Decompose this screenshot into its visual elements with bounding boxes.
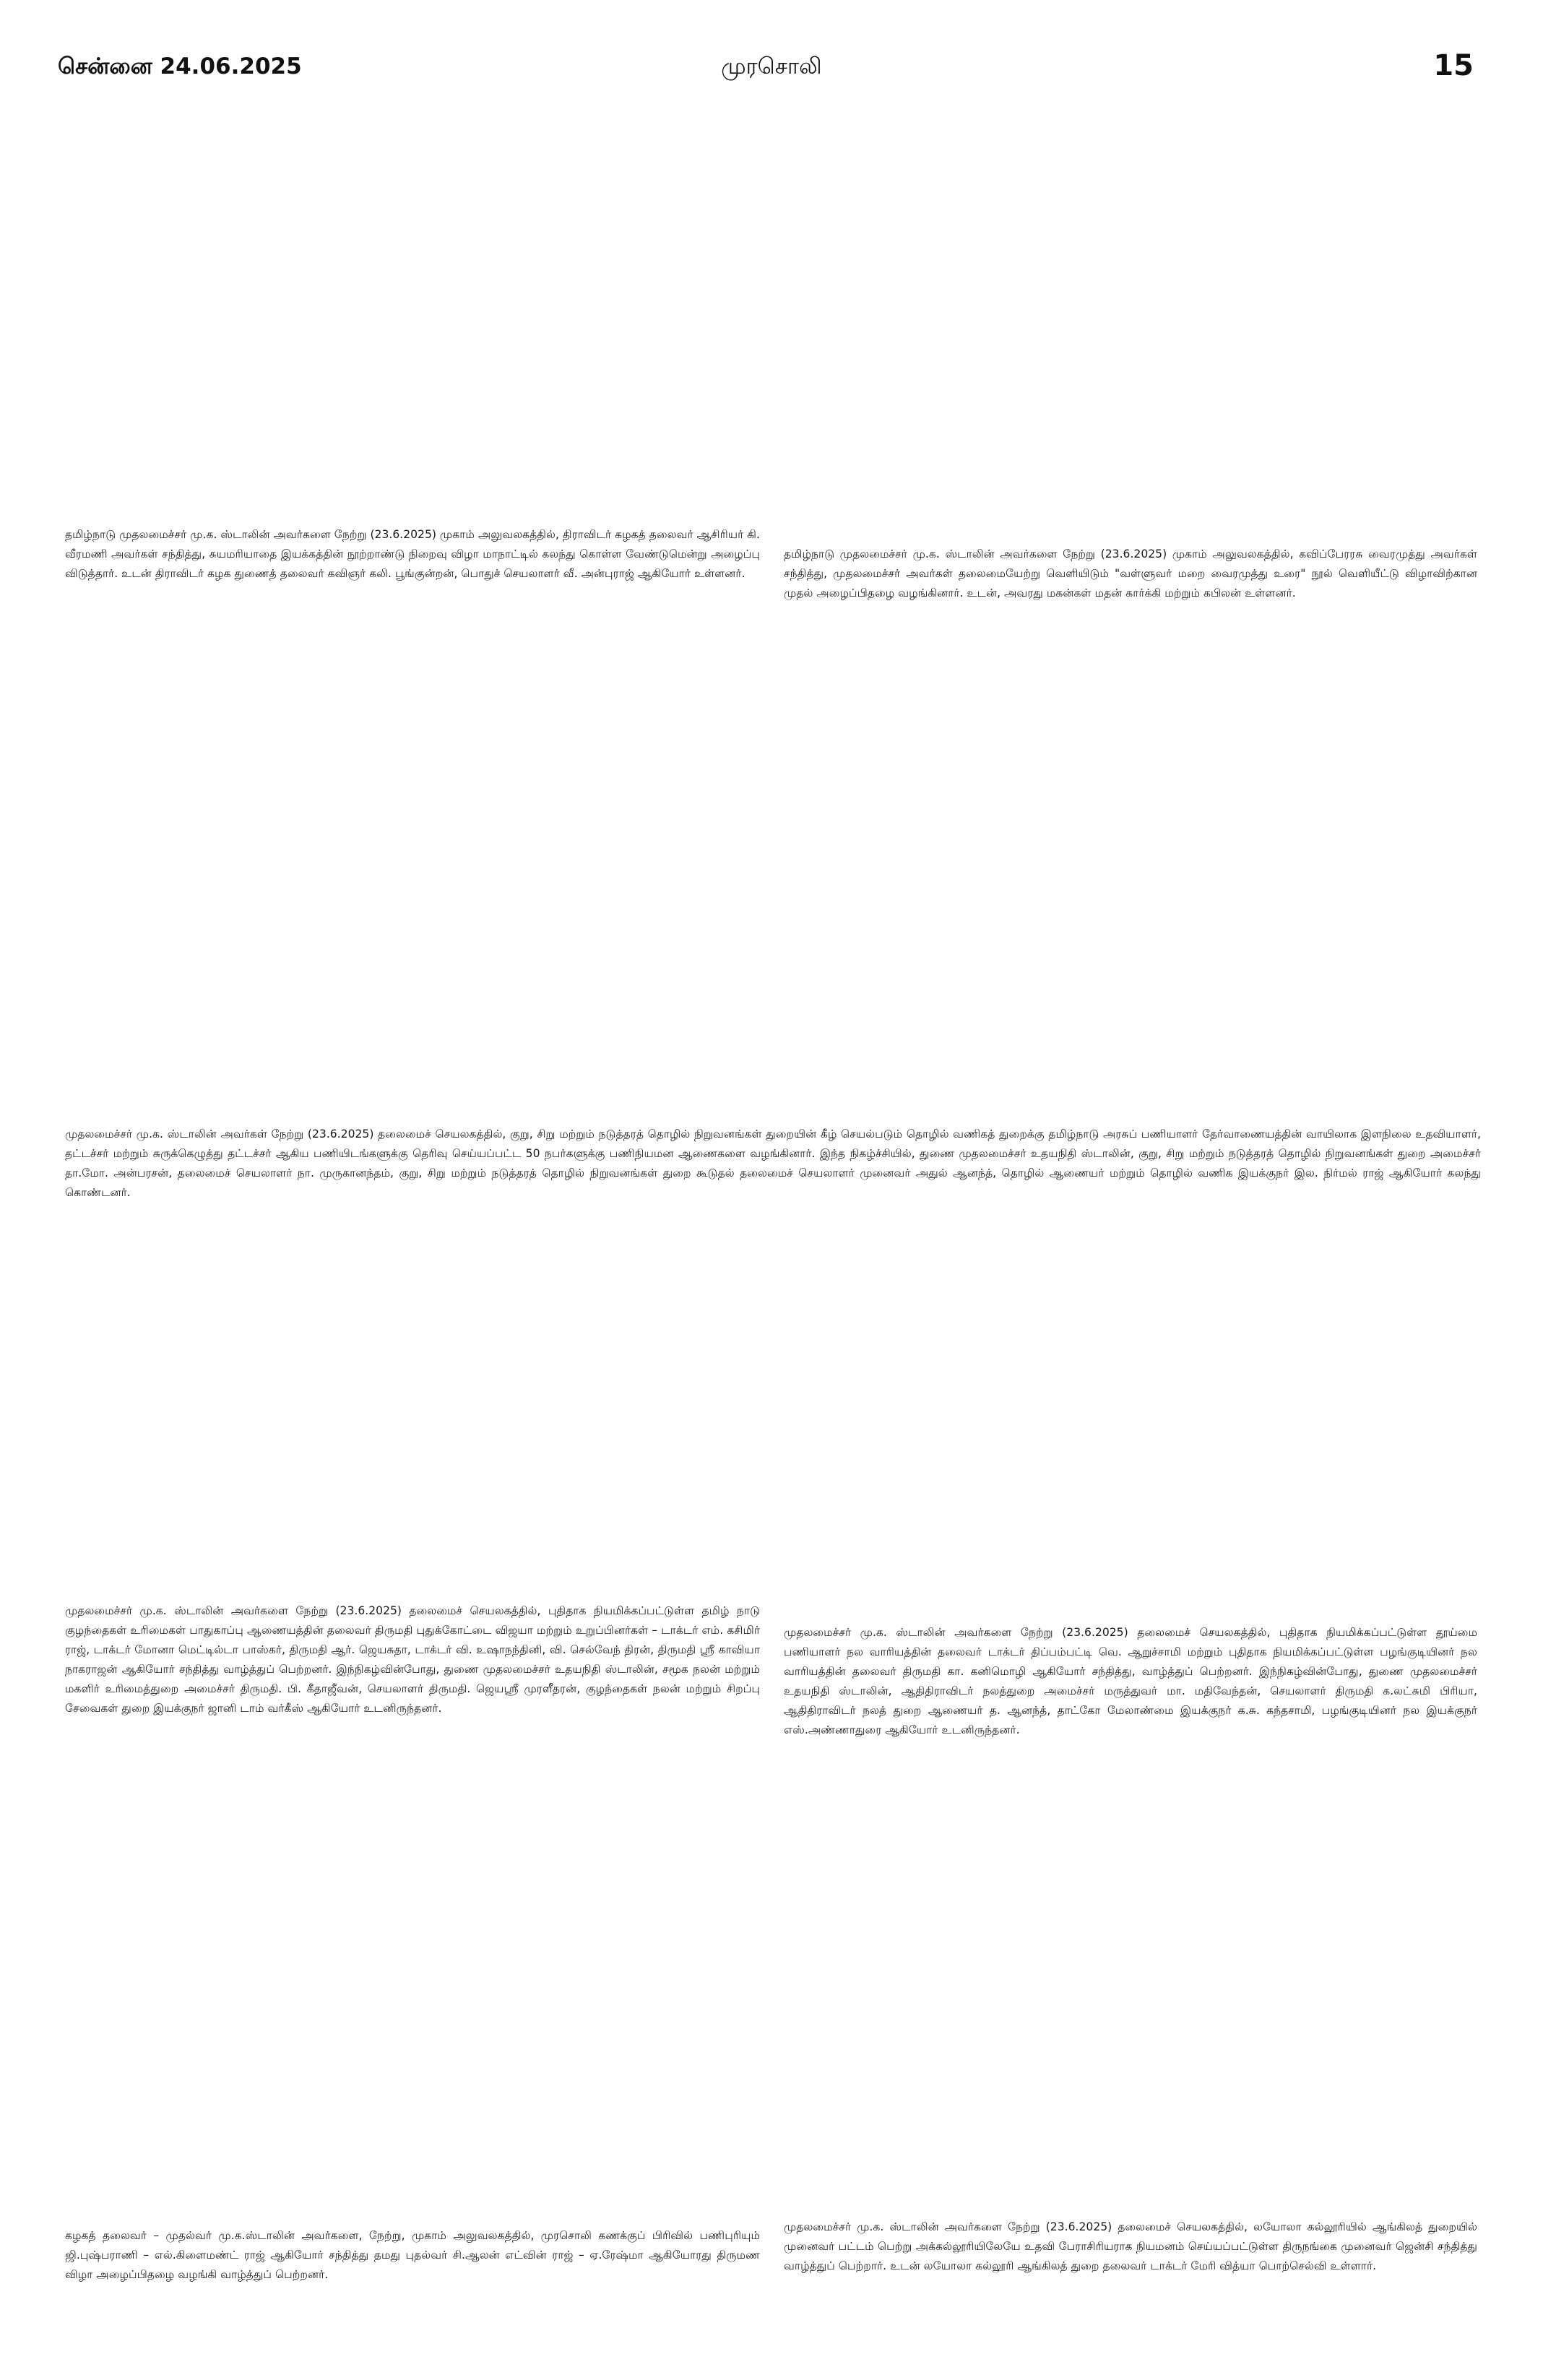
- photo-lower-left: [65, 1213, 758, 1596]
- page-header: [0, 49, 1543, 97]
- newspaper-title: முரசொலி: [721, 53, 822, 79]
- photo-bottom-right: [784, 1755, 1477, 2217]
- caption-lower-left: முதலமைச்சர் மு.க. ஸ்டாலின் அவர்களை நேற்று (23.6.2025) தலைமைச் செயலகத்தில், புதிதாக நியமிக்கப்பட்டுள்ள தமிழ் நாடு குழந்தைகள் உரிமைகள் பாதுகாப்பு ஆணையத்தின் தலைவர் திருமதி புதுக்கோட்டை விஜயா மற்றும் உறுப்பினர்கள் – டாக்டர் எம். கசிமிர் ராஜ், டாக்டர் மோனா மெட்டில்டா பாஸ்கர், திருமதி ஆர். ஜெயசுதா, டாக்டர் வி. உஷாநந்தினி, வி. செல்வேந் திரன், திருமதி ஸ்ரீ காவியா நாகராஜன் ஆகியோர் சந்தித்து வாழ்த்துப் பெற்றனர். இந்நிகழ்வின்போது, துணை முதலமைச்சர் உதயநிதி ஸ்டாலின், சமூக நலன் மற்றும் மகளிர் உரிமைத்துறை அமைச்சர் திருமதி. பி. கீதாஜீவன், செயலாளர் திருமதி. ஜெயஸ்ரீ முரளீதரன், குழந்தைகள் நலன் மற்றும் சிறப்பு சேவைகள் துறை இயக்குநர் ஜானி டாம் வர்கீஸ் ஆகியோர் உடனிருந்தனர்.: [65, 1604, 760, 1715]
- photo-lower-right: [784, 1213, 1477, 1618]
- photo-top-right: [784, 108, 1477, 535]
- caption-top-left: தமிழ்நாடு முதலமைச்சர் மு.க. ஸ்டாலின் அவர்களை நேற்று (23.6.2025) முகாம் அலுவலகத்தில், திராவிடர் கழகத் தலைவர் ஆசிரியர் கி. வீரமணி அவர்கள் சந்தித்து, சுயமரியாதை இயக்கத்தின் நூற்றாண்டு நிறைவு விழா மாநாட்டில் கலந்து கொள்ள வேண்டுமென்று அழைப்பு விடுத்தார். உடன் திராவிடர் கழக துணைத் தலைவர் கவிஞர் கலி. பூங்குன்றன், பொதுச் செயலாளர் வீ. அன்புராஜ் ஆகியோர் உள்ளனர்.: [65, 528, 761, 580]
- caption-bottom-left: கழகத் தலைவர் – முதல்வர் மு.க.ஸ்டாலின் அவர்களை, நேற்று, முகாம் அலுவலகத்தில், முரசொலி கணக்குப் பிரிவில் பணிபுரியும் ஜி.புஷ்பராணி – எல்.கிளைமண்ட் ராஜ் ஆகியோர் சந்தித்து தமது புதல்வர் சி.ஆலன் எட்வின் ராஜ் – ஏ.ரேஷ்மா ஆகியோரது திருமண விழா அழைப்பிதழை வழங்கி வாழ்த்துப் பெற்றனர்.: [65, 2229, 760, 2281]
- date-line: சென்னை 24.06.2025: [58, 53, 302, 79]
- caption-top-right: தமிழ்நாடு முதலமைச்சர் மு.க. ஸ்டாலின் அவர்களை நேற்று (23.6.2025) முகாம் அலுவலகத்தில், கவிப்பேரரசு வைரமுத்து அவர்கள் சந்தித்து, முதலமைச்சர் அவர்கள் தலைமையேற்று வெளியிடும் "வள்ளுவர் மறை வைரமுத்து உரை" நூல் வெளியீட்டு விழாவிற்கான முதல் அழைப்பிதழை வழங்கினார். உடன், அவரது மகன்கள் மதன் கார்க்கி மற்றும் கபிலன் உள்ளனர்.: [784, 548, 1477, 600]
- page-number: 15: [1433, 49, 1474, 82]
- caption-lower-right: முதலமைச்சர் மு.க. ஸ்டாலின் அவர்களை நேற்று (23.6.2025) தலைமைச் செயலகத்தில், புதிதாக நியமிக்கப்பட்டுள்ள தூய்மை பணியாளர் நல வாரியத்தின் தலைவர் டாக்டர் திப்பம்பட்டி வெ. ஆறுச்சாமி மற்றும் புதிதாக நியமிக்கப்பட்டுள்ள பழங்குடியினர் நல வாரியத்தின் தலைவர் திருமதி கா. கனிமொழி ஆகியோர் சந்தித்து, வாழ்த்துப் பெற்றனர். இந்நிகழ்வின்போது, துணை முதலமைச்சர் உதயநிதி ஸ்டாலின், ஆதிதிராவிடர் நலத்துறை அமைச்சர் மருத்துவர் மா. மதிவேந்தன், செயலாளர் திருமதி க.லட்சுமி பிரியா, ஆதிதிராவிடர் நலத் துறை ஆணையர் த. ஆனந்த், தாட்கோ மேலாண்மை இயக்குநர் க.சு. கந்தசாமி, பழங்குடியினர் நல இயக்குநர் எஸ்.அண்ணாதுரை ஆகியோர் உடனிருந்தனர்.: [784, 1626, 1477, 1736]
- caption-bottom-right: முதலமைச்சர் மு.க. ஸ்டாலின் அவர்களை நேற்று (23.6.2025) தலைமைச் செயலகத்தில், லயோலா கல்லூரியில் ஆங்கிலத் துறையில் முனைவர் பட்டம் பெற்று அக்கல்லூரியிலேயே உதவி பேராசிரியராக நியமனம் செய்யப்பட்டுள்ள திருநங்கை முனைவர் ஜென்சி சந்தித்து வாழ்த்துப் பெற்றார். உடன் லயோலா கல்லூரி ஆங்கிலத் துறை தலைவர் டாக்டர் மேரி வித்யா பொற்செல்வி உள்ளார்.: [784, 2220, 1477, 2272]
- photo-middle: [65, 614, 1481, 1120]
- caption-middle: முதலமைச்சர் மு.க. ஸ்டாலின் அவர்கள் நேற்று (23.6.2025) தலைமைச் செயலகத்தில், குறு, சிறு மற்றும் நடுத்தரத் தொழில் நிறுவனங்கள் துறையின் கீழ் செயல்படும் தொழில் வணிகத் துறைக்கு தமிழ்நாடு அரசுப் பணியாளர் தேர்வாணையத்தின் வாயிலாக இளநிலை உதவியாளர், தட்டச்சர் மற்றும் சுருக்கெழுத்து தட்டச்சர் ஆகிய பணியிடங்களுக்கு தெரிவு செய்யப்பட்ட 50 நபர்களுக்கு பணிநியமன ஆணைகளை வழங்கினார். இந்த நிகழ்ச்சியில், துணை முதலமைச்சர் உதயநிதி ஸ்டாலின், குறு, சிறு மற்றும் நடுத்தரத் தொழில் நிறுவனங்கள் துறை அமைச்சர் தா.மோ. அன்பரசன், தலைமைச் செயலாளர் நா. முருகானந்தம், குறு, சிறு மற்றும் நடுத்தரத் தொழில் நிறுவனங்கள் துறை கூடுதல் தலைமைச் செயலாளர் முனைவர் அதுல் ஆனந்த், தொழில் ஆணையர் மற்றும் தொழில் வணிக இயக்குநர் இல. நிர்மல் ராஜ் ஆகியோர் கலந்து கொண்டனர்.: [65, 1128, 1481, 1199]
- photo-top-left: [65, 108, 758, 520]
- photo-bottom-left: [65, 1755, 758, 2217]
